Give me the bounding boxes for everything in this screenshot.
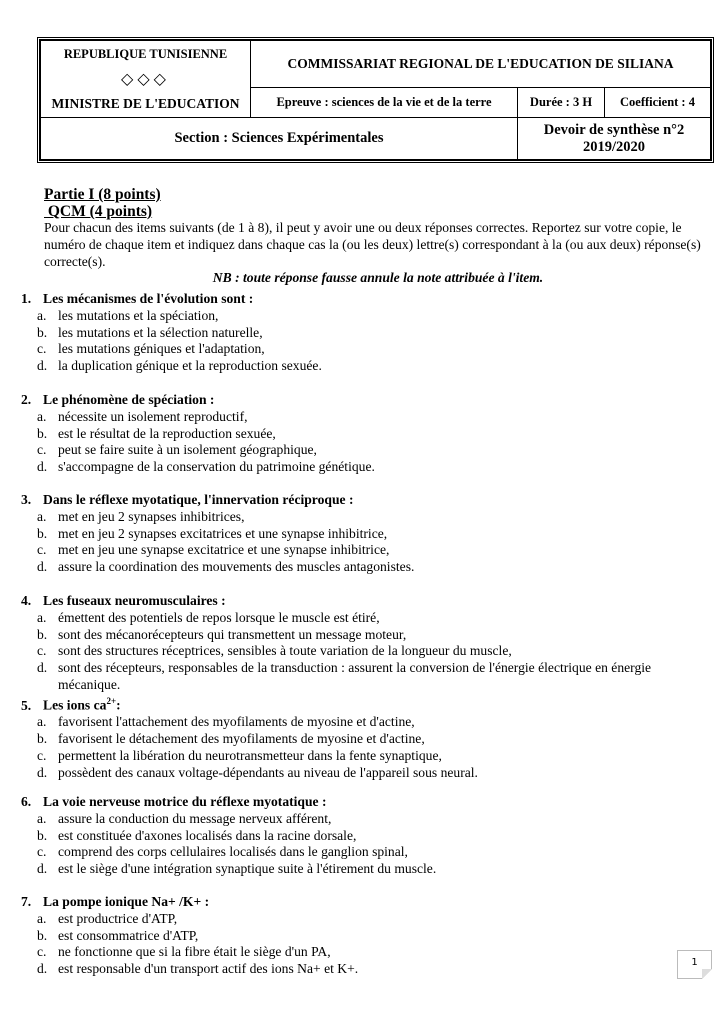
question-3 [21,492,668,576]
option-item [21,459,668,476]
option-text: permettent la libération du neurotransmetteur dans la fente synaptique, [58,747,442,763]
option-item [21,748,668,765]
option-text: possèdent des canaux voltage-dépendants au niveau de l'appareil sous neural. [58,764,478,780]
option-letter: b. [37,827,48,843]
commissariat-label: COMMISSARIAT REGIONAL DE L'EDUCATION DE SILIANA [251,41,711,88]
option-letter: b. [37,927,48,943]
question-7 [21,894,668,978]
option-text: émettent des potentiels de repos lorsque le muscle est étiré, [58,609,380,625]
option-text: met en jeu une synapse excitatrice et une synapse inhibitrice, [58,542,390,558]
question-4 [21,593,668,694]
option-letter: c. [37,747,47,763]
option-text: met en jeu 2 synapses inhibitrices, [58,508,245,524]
option-letter: c. [37,944,47,960]
option-text: sont des récepteurs, responsables de la transduction : assurent la conversion de l'énergie électrique en énergie mécanique. [58,660,652,692]
option-item [21,409,668,426]
option-text: favorisent l'attachement des myofilaments de myosine et d'actine, [58,714,415,730]
question-text-end: : [116,697,121,713]
question-number: 5. [21,697,32,713]
option-item [21,928,668,945]
epreuve-label: Epreuve : sciences de la vie et de la terre [251,88,518,118]
question-text: La pompe ionique Na+ /K+ : [43,894,210,909]
option-letter: c. [37,643,47,659]
devoir-label: Devoir de synthèse n°2 [543,121,685,138]
option-text: assure la conduction du message nerveux afférent, [58,810,332,826]
option-text: est productrice d'ATP, [58,910,178,926]
section-label: Section : Sciences Expérimentales [41,118,518,160]
question-text: Les fuseaux neuromusculaires : [43,593,226,608]
diamond-ornament-icon: ◇◇◇ [121,71,170,88]
option-text: ne fonctionne que si la fibre était le siège d'un PA, [58,944,331,960]
option-item [21,911,668,928]
option-item [21,861,668,878]
option-text: comprend des corps cellulaires localisés dans le ganglion spinal, [58,844,408,860]
option-text: sont des mécanorécepteurs qui transmettent un message moteur, [58,626,407,642]
option-item [21,844,668,861]
option-item [21,610,668,627]
option-text: les mutations géniques et l'adaptation, [58,341,265,357]
question-title [21,794,668,811]
option-item [21,341,668,358]
option-text: est constituée d'axones localisés dans la racine dorsale, [58,827,357,843]
option-item [21,961,668,978]
option-letter: b. [37,324,48,340]
option-text: les mutations et la spéciation, [58,307,219,323]
question-2 [21,392,668,476]
option-letter: d. [37,660,48,676]
option-item [21,442,668,459]
option-text: est le résultat de la reproduction sexuée, [58,425,276,441]
partie-heading: Partie I (8 points) [44,186,161,203]
question-title [21,291,668,308]
option-text: la duplication génique et la reproduction sexuée. [58,358,322,374]
option-letter: d. [37,861,48,877]
option-letter: d. [37,459,48,475]
question-number: 1. [21,291,32,306]
option-item [21,559,668,576]
option-item [21,714,668,731]
option-text: nécessite un isolement reproductif, [58,408,248,424]
question-number: 6. [21,794,32,809]
year-label: 2019/2020 [582,138,646,155]
option-item [21,325,668,342]
nb-note: NB : toute réponse fausse annule la note attribuée à l'item. [212,270,544,286]
question-number: 3. [21,492,32,507]
instructions-text: Pour chacun des items suivants (de 1 à 8), il peut y avoir une ou deux réponses correctes. Reportez sur votre copie, le numéro de chaque item et indiquez dans chaque cas la (ou les deux) lettre(s) correspondant à la (ou aux deux) réponse(s) correcte(s). [44,220,701,269]
coefficient-label: Coefficient : 4 [605,88,711,118]
option-letter: c. [37,341,47,357]
option-item [21,828,668,845]
question-text: La voie nerveuse motrice du réflexe myotatique : [43,794,327,809]
option-letter: b. [37,626,48,642]
option-letter: b. [37,731,48,747]
option-letter: d. [37,764,48,780]
option-letter: c. [37,542,47,558]
question-title [21,392,668,409]
option-text: est responsable d'un transport actif des ions Na+ et K+. [58,961,359,977]
question-1 [21,291,668,375]
option-letter: d. [37,358,48,374]
option-letter: c. [37,844,47,860]
option-letter: c. [37,442,47,458]
option-letter: a. [37,609,47,625]
option-item [21,542,668,559]
option-item [21,509,668,526]
option-letter: a. [37,910,47,926]
superscript: 2+ [106,696,117,706]
option-item [21,944,668,961]
ministry-cell [41,41,251,118]
question-6 [21,794,668,878]
exam-header [37,37,714,163]
option-text: met en jeu 2 synapses excitatrices et une synapse inhibitrice, [58,525,388,541]
option-text: sont des structures réceptrices, sensibles à toute variation de la longueur du muscle, [58,643,512,659]
page-number: 1 [677,950,712,979]
option-letter: a. [37,714,47,730]
question-title [21,492,668,509]
option-item [21,660,668,694]
option-text: est consommatrice d'ATP, [58,927,199,943]
intro-section [44,186,712,287]
option-letter: a. [37,307,47,323]
option-item [21,731,668,748]
option-item [21,308,668,325]
option-text: assure la coordination des mouvements des muscles antagonistes. [58,559,415,575]
option-item [21,765,668,782]
ministry-label: MINISTRE DE L'EDUCATION [51,96,240,111]
devoir-cell [518,118,711,160]
question-text: Le phénomène de spéciation : [43,392,215,407]
option-text: s'accompagne de la conservation du patrimoine génétique. [58,459,375,475]
qcm-heading: QCM (4 points) [44,203,153,220]
republic-label: REPUBLIQUE TUNISIENNE [63,47,228,61]
option-text: est le siège d'une intégration synaptique suite à l'étirement du muscle. [58,861,437,877]
question-text: Dans le réflexe myotatique, l'innervation réciproque : [43,492,354,507]
option-letter: a. [37,810,47,826]
option-text: peut se faire suite à un isolement géographique, [58,442,317,458]
option-letter: b. [37,425,48,441]
question-text: Les mécanismes de l'évolution sont : [43,291,254,306]
option-text: favorisent le détachement des myofilaments de myosine et d'actine, [58,731,425,747]
question-number: 2. [21,392,32,407]
duree-label: Durée : 3 H [518,88,605,118]
option-item [21,811,668,828]
question-title [21,693,668,714]
option-letter: d. [37,559,48,575]
question-title [21,894,668,911]
option-letter: d. [37,961,48,977]
option-item [21,426,668,443]
option-letter: b. [37,525,48,541]
question-5 [21,693,668,782]
option-item [21,627,668,644]
question-text: Les ions ca [43,697,107,713]
option-text: les mutations et la sélection naturelle, [58,324,263,340]
question-number: 7. [21,894,32,909]
option-letter: a. [37,408,47,424]
option-item [21,643,668,660]
question-title [21,593,668,610]
option-item [21,358,668,375]
option-letter: a. [37,508,47,524]
question-number: 4. [21,593,32,608]
option-item [21,526,668,543]
